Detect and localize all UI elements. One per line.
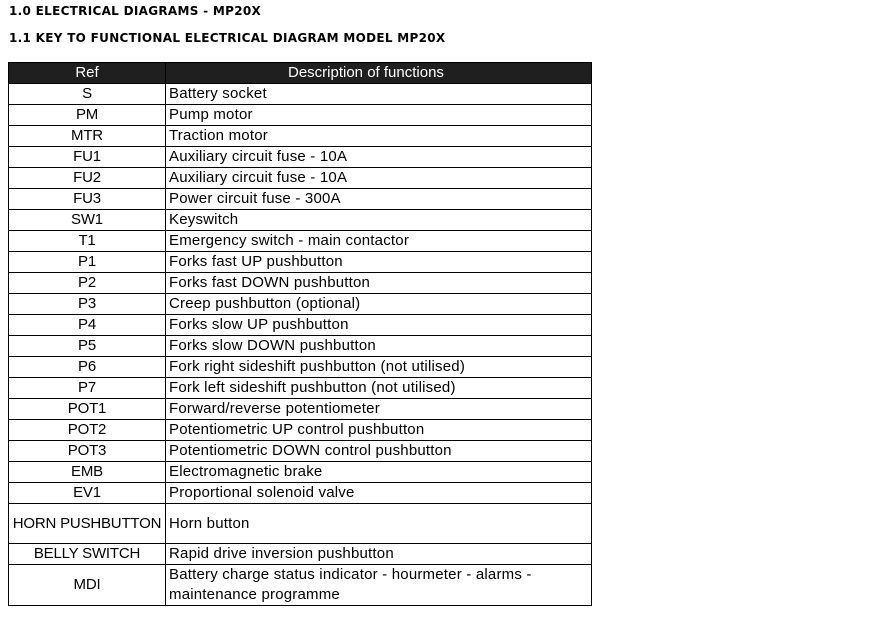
- section-heading: 1.0 ELECTRICAL DIAGRAMS - MP20X: [9, 4, 262, 18]
- ref-cell: FU1: [9, 147, 166, 168]
- table-row: [9, 357, 592, 378]
- table-row: [9, 84, 592, 105]
- table-row: [9, 126, 592, 147]
- description-cell: Electromagnetic brake: [166, 462, 592, 483]
- ref-cell: POT3: [9, 441, 166, 462]
- table-row: [9, 315, 592, 336]
- ref-cell: P2: [9, 273, 166, 294]
- ref-cell: P1: [9, 252, 166, 273]
- table-row: [9, 565, 592, 606]
- ref-cell: HORN PUSHBUTTON: [9, 504, 166, 544]
- electrical-key-table: [8, 62, 592, 606]
- ref-cell: SW1: [9, 210, 166, 231]
- description-cell: Proportional solenoid valve: [166, 483, 592, 504]
- ref-cell: P6: [9, 357, 166, 378]
- ref-cell: MTR: [9, 126, 166, 147]
- table-row: [9, 105, 592, 126]
- ref-cell: POT1: [9, 399, 166, 420]
- ref-cell: P3: [9, 294, 166, 315]
- ref-cell: P4: [9, 315, 166, 336]
- table-row: [9, 462, 592, 483]
- description-cell: Forks slow DOWN pushbutton: [166, 336, 592, 357]
- ref-cell: T1: [9, 231, 166, 252]
- table-row: [9, 252, 592, 273]
- description-cell: Battery socket: [166, 84, 592, 105]
- column-header-description: Description of functions: [166, 63, 592, 84]
- description-cell: Fork right sideshift pushbutton (not utilised): [166, 357, 592, 378]
- ref-cell: EV1: [9, 483, 166, 504]
- ref-cell: EMB: [9, 462, 166, 483]
- table-row: [9, 378, 592, 399]
- description-cell: Traction motor: [166, 126, 592, 147]
- ref-cell: FU2: [9, 168, 166, 189]
- description-cell: Forks fast UP pushbutton: [166, 252, 592, 273]
- description-cell: Forks slow UP pushbutton: [166, 315, 592, 336]
- table-row: [9, 294, 592, 315]
- description-cell: Keyswitch: [166, 210, 592, 231]
- description-cell: Rapid drive inversion pushbutton: [166, 544, 592, 565]
- ref-cell: S: [9, 84, 166, 105]
- table-row: [9, 483, 592, 504]
- description-cell: Forward/reverse potentiometer: [166, 399, 592, 420]
- table-row: [9, 399, 592, 420]
- table-header-row: [9, 63, 592, 84]
- ref-cell: PM: [9, 105, 166, 126]
- table-row: [9, 420, 592, 441]
- ref-cell: P7: [9, 378, 166, 399]
- column-header-ref: Ref: [9, 63, 166, 84]
- ref-cell: MDI: [9, 565, 166, 606]
- description-cell: Emergency switch - main contactor: [166, 231, 592, 252]
- ref-cell: FU3: [9, 189, 166, 210]
- description-cell: Potentiometric UP control pushbutton: [166, 420, 592, 441]
- description-cell: Forks fast DOWN pushbutton: [166, 273, 592, 294]
- subsection-heading: 1.1 KEY TO FUNCTIONAL ELECTRICAL DIAGRAM MODEL MP20X: [9, 31, 446, 45]
- description-cell: Horn button: [166, 504, 592, 544]
- table-row: [9, 210, 592, 231]
- table-row: [9, 231, 592, 252]
- table-row: [9, 189, 592, 210]
- ref-cell: POT2: [9, 420, 166, 441]
- description-cell: Potentiometric DOWN control pushbutton: [166, 441, 592, 462]
- table-row: [9, 504, 592, 544]
- table-row: [9, 168, 592, 189]
- table-row: [9, 441, 592, 462]
- table-row: [9, 147, 592, 168]
- description-cell: Power circuit fuse - 300A: [166, 189, 592, 210]
- table-row: [9, 273, 592, 294]
- description-cell: Pump motor: [166, 105, 592, 126]
- description-cell: Fork left sideshift pushbutton (not utilised): [166, 378, 592, 399]
- ref-cell: P5: [9, 336, 166, 357]
- description-cell: Battery charge status indicator - hourmeter - alarms - maintenance programme: [166, 565, 592, 606]
- description-cell: Creep pushbutton (optional): [166, 294, 592, 315]
- table-row: [9, 336, 592, 357]
- description-cell: Auxiliary circuit fuse - 10A: [166, 168, 592, 189]
- ref-cell: BELLY SWITCH: [9, 544, 166, 565]
- table-row: [9, 544, 592, 565]
- description-cell: Auxiliary circuit fuse - 10A: [166, 147, 592, 168]
